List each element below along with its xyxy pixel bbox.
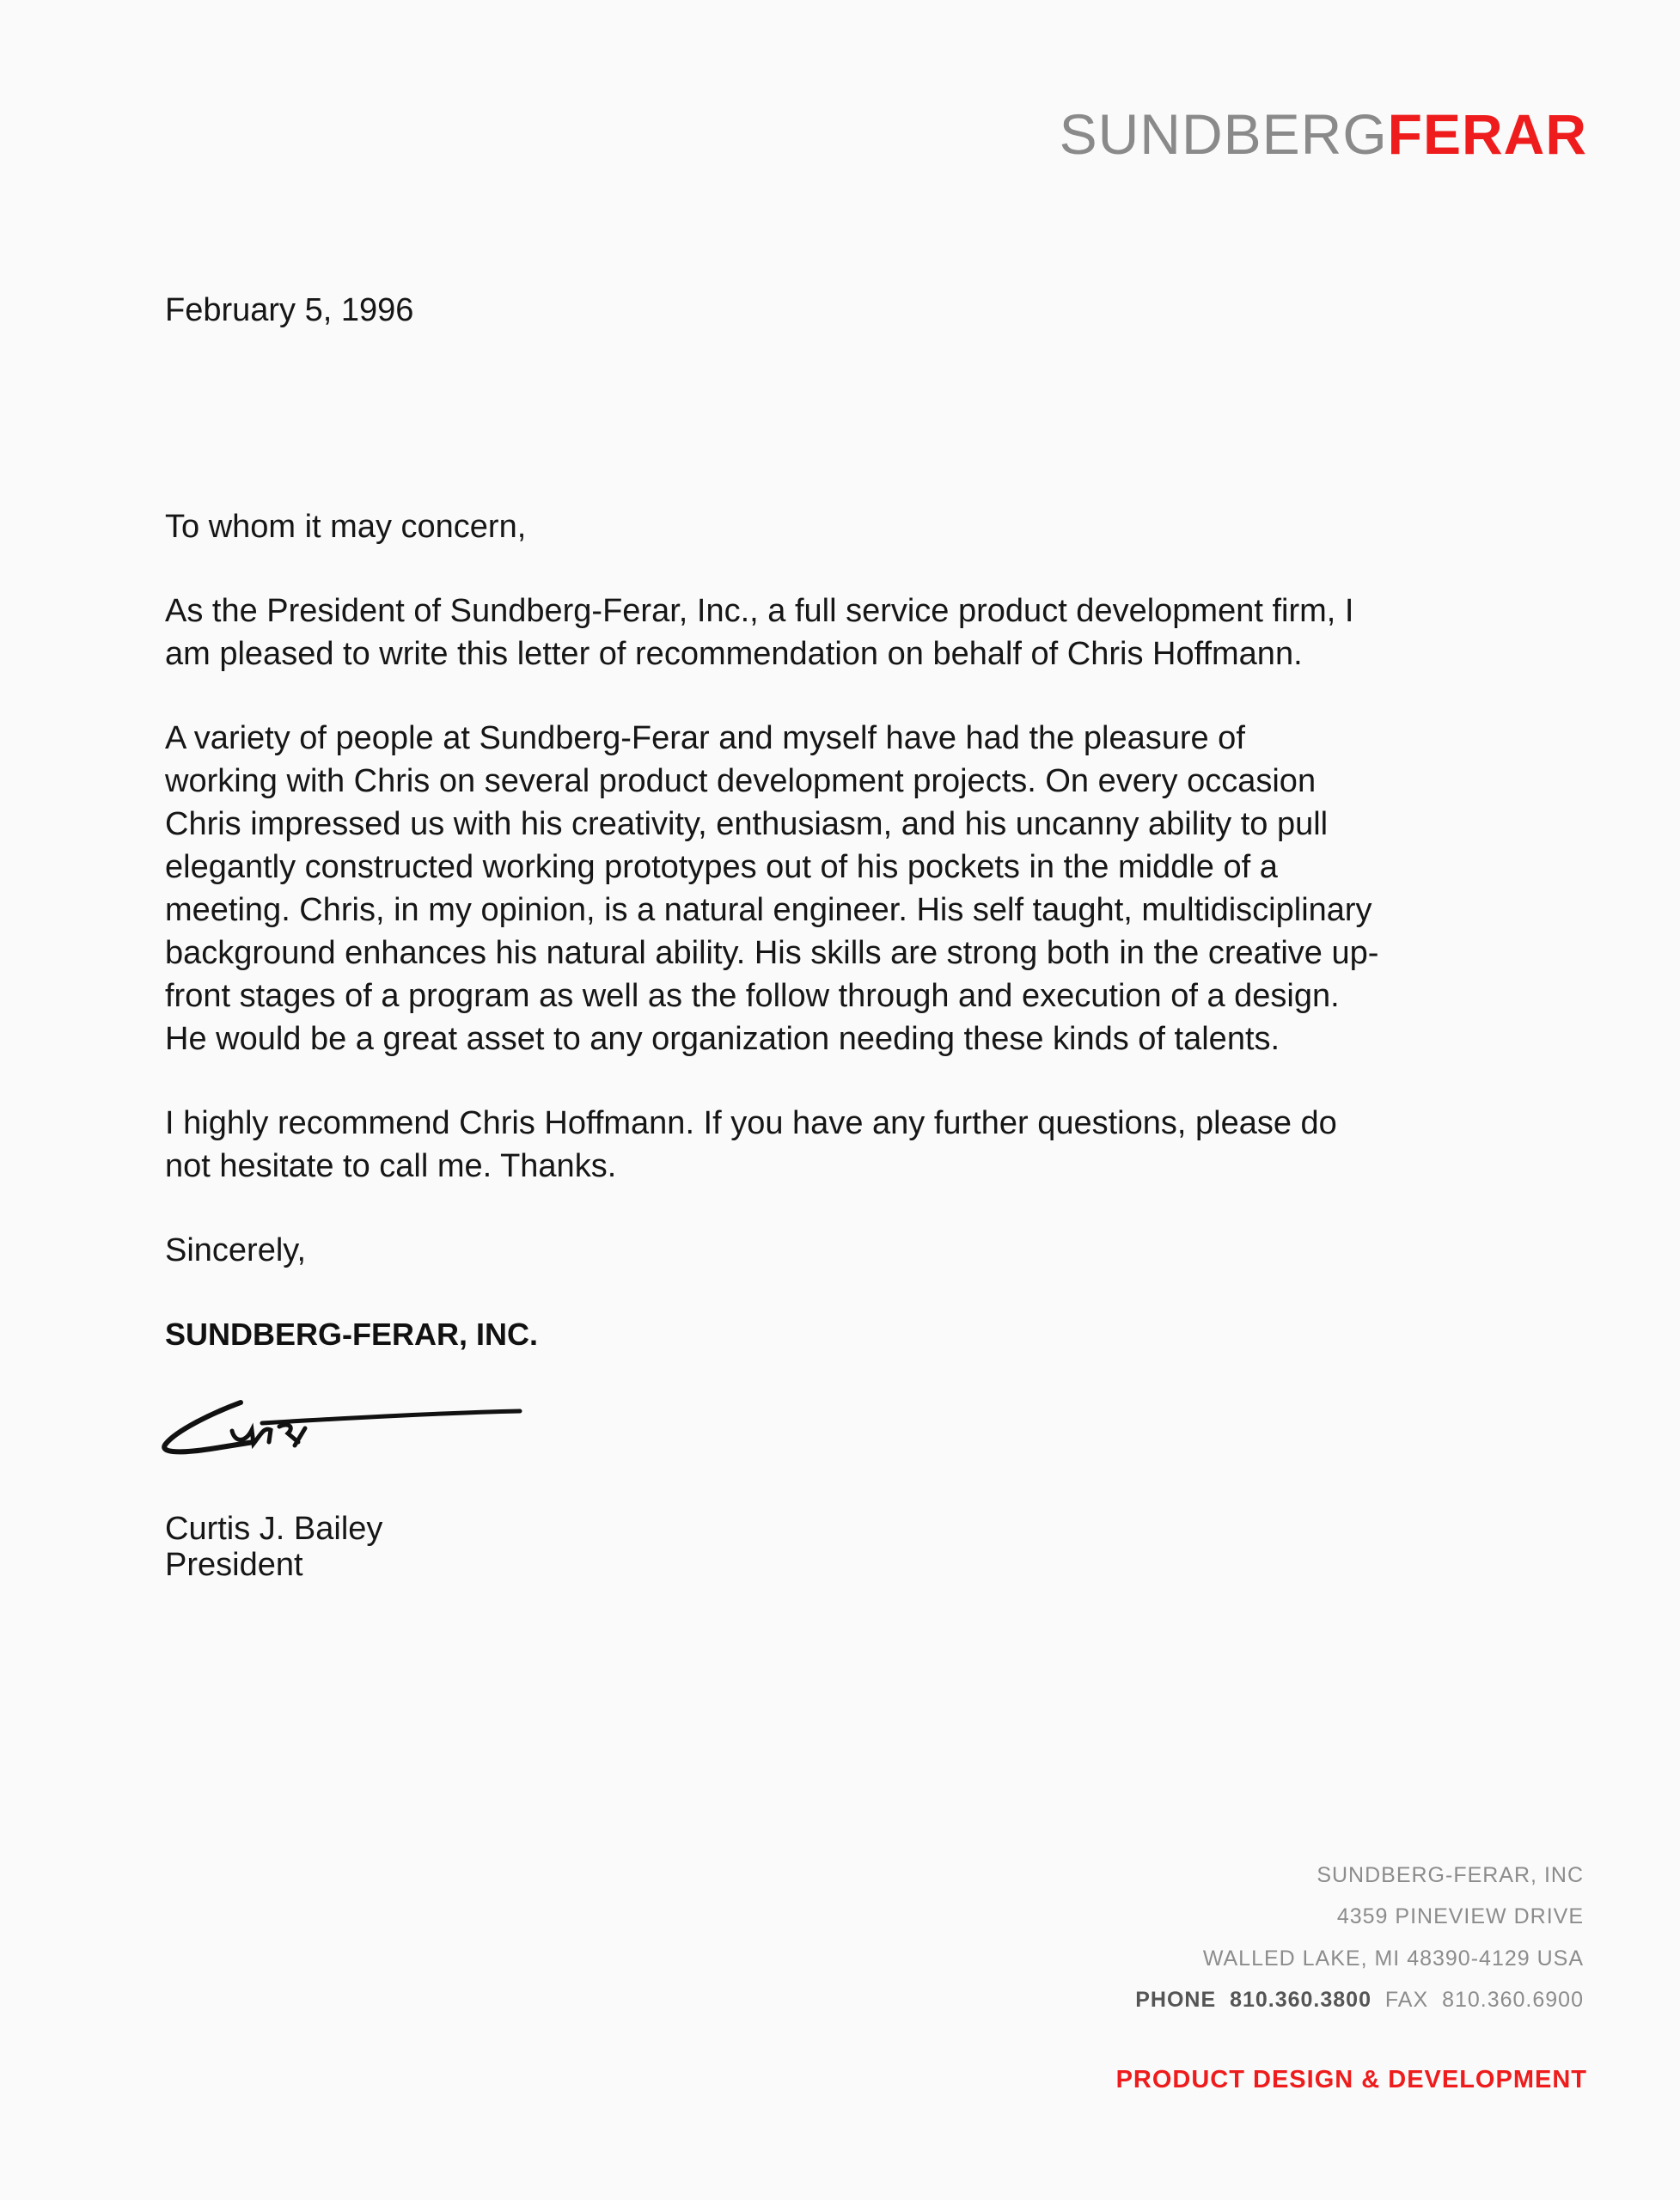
logo-ferar: FERAR — [1387, 102, 1587, 166]
company-signoff: SUNDBERG-FERAR, INC. — [165, 1317, 539, 1352]
logo-sundberg: SUNDBERG — [1059, 102, 1388, 166]
line: As the President of Sundberg-Ferar, Inc., a full service product development firm, I — [165, 593, 1354, 629]
phone-number: 810.360.3800 — [1230, 1988, 1371, 2012]
line: A variety of people at Sundberg-Ferar and myself have had the pleasure of — [165, 720, 1245, 756]
line: I highly recommend Chris Hoffmann. If you have any further questions, please do — [165, 1105, 1337, 1141]
line: He would be a great asset to any organization needing these kinds of talents. — [165, 1021, 1280, 1057]
signature — [159, 1392, 537, 1478]
line: meeting. Chris, in my opinion, is a natural engineer. His self taught, multidisciplinary — [165, 892, 1372, 928]
line: background enhances his natural ability. His skills are strong both in the creative up- — [165, 935, 1379, 971]
phone-label: PHONE — [1135, 1988, 1217, 2012]
letter-date: February 5, 1996 — [165, 292, 414, 328]
line: front stages of a program as well as the follow through and execution of a design. — [165, 978, 1340, 1014]
footer-city: WALLED LAKE, MI 48390-4129 USA — [1202, 1946, 1584, 1971]
line: am pleased to write this letter of recommendation on behalf of Chris Hoffmann. — [165, 636, 1303, 672]
line: not hesitate to call me. Thanks. — [165, 1148, 617, 1184]
footer-contact — [1135, 1988, 1584, 2013]
greeting: To whom it may concern, — [165, 509, 527, 545]
signer-name: Curtis J. Bailey — [165, 1511, 383, 1547]
fax-label: FAX — [1384, 1988, 1429, 2012]
paragraph-1 — [165, 590, 1353, 675]
signer-block — [165, 1511, 382, 1583]
letterhead-logo — [1060, 101, 1587, 167]
closing: Sincerely, — [165, 1232, 307, 1268]
line: elegantly constructed working prototypes out of his pockets in the middle of a — [165, 849, 1278, 885]
footer-company: SUNDBERG-FERAR, INC — [1317, 1863, 1584, 1887]
footer-tagline: PRODUCT DESIGN & DEVELOPMENT — [1115, 2066, 1587, 2093]
paragraph-3 — [165, 1102, 1337, 1188]
line: working with Chris on several product development projects. On every occasion — [165, 763, 1317, 799]
fax-number: 810.360.6900 — [1442, 1988, 1584, 2012]
line: Chris impressed us with his creativity, enthusiasm, and his uncanny ability to pull — [165, 806, 1329, 842]
paragraph-2 — [165, 717, 1378, 1060]
signer-title: President — [165, 1547, 303, 1583]
footer-street: 4359 PINEVIEW DRIVE — [1336, 1904, 1584, 1928]
